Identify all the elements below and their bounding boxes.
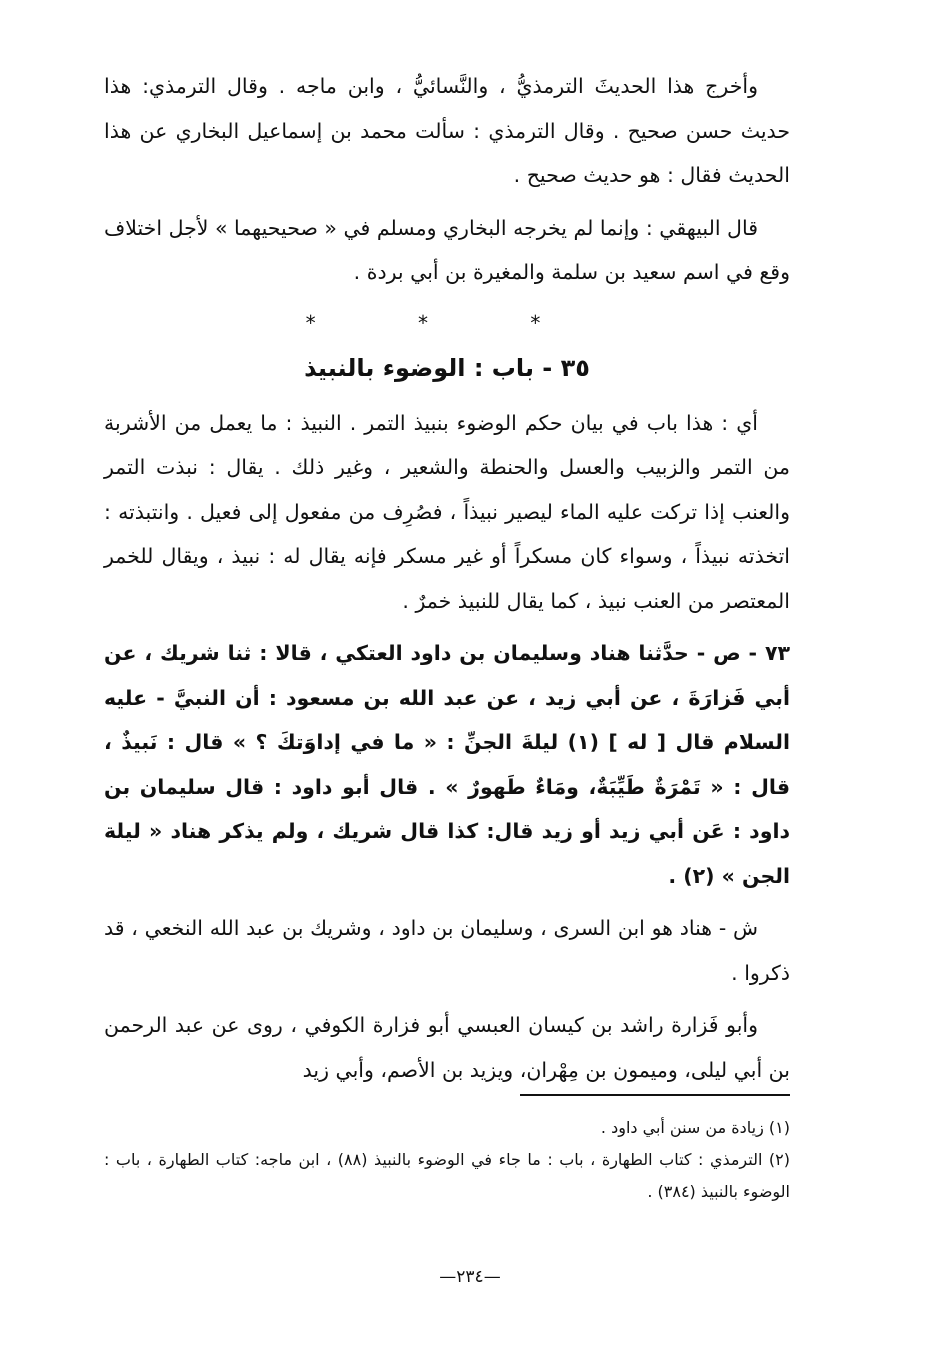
section-heading: ٣٥ - باب : الوضوء بالنبيذ	[304, 353, 590, 382]
paragraph-definition: أي : هذا باب في بيان حكم الوضوء بنبيذ التمر . النبيذ : ما يعمل من الأشربة من التمر والزبيب والعسل والحنطة والشعير ، وغير ذلك . يقال : نبذت التمر والعنب إذا تركت عليه الماء ليصير نبيذاً ، فصُرِف من مفعول إلى فعيل . وانتبذته : اتخذته نبيذاً ، وسواء كان مسكراً أو غير مسكر فإنه يقال له : نبيذ ، ويقال للخمر المعتصر من العنب نبيذ ، كما يقال للنبيذ خمرٌ .	[104, 410, 790, 613]
paragraph-narrator: وأبو فَزارة راشد بن كيسان العبسي أبو فزارة الكوفي ، روى عن عبد الرحمن بن أبي ليلى، وميمون بن مِهْران، ويزيد بن الأصم، وأبي زيد	[104, 1013, 790, 1082]
page-number: —٢٣٤—	[439, 1267, 501, 1287]
section-separator: * * *	[305, 310, 589, 335]
hadith-text: ٧٣ - ص - حدَّثنا هناد وسليمان بن داود العتكي ، قالا : ثنا شريك ، عن أبي فَزارَةَ ، عن أبي زيد ، عن عبد الله بن مسعود : أن النبيَّ - عليه السلام قال [ له ] (١) ليلةَ الجنِّ : « ما في إداوَتكَ ؟ » قال : نَبيذٌ ، قال : « تَمْرَةٌ طَيِّبَةٌ، ومَاءٌ طَهورٌ » . قال أبو داود : قال سليمان بن داود : عَن أبي زيد أو زيد قال: كذا قال شريك ، ولم يذكر هناد « ليلة الجن » (٢) .	[104, 641, 790, 888]
paragraph-bayhaqi: قال البيهقي : وإنما لم يخرجه البخاري ومسلم في « صحيحيهما » لأجل اختلاف وقع في اسم سعيد بن سلمة والمغيرة بن أبي بردة .	[104, 215, 790, 284]
paragraph-commentary: ش - هناد هو ابن السرى ، وسليمان بن داود ، وشريك بن عبد الله النخعي ، قد ذكروا .	[104, 916, 790, 985]
footnote-1: (١) زيادة من سنن أبي داود .	[600, 1118, 790, 1137]
paragraph-takhrij: وأخرج هذا الحديثَ الترمذيُّ ، والنَّسائيُّ ، وابن ماجه . وقال الترمذي: هذا حديث حسن صحيح . وقال الترمذي : سألت محمد بن إسماعيل البخاري عن هذا الحديث فقال : هو حديث صحيح .	[104, 74, 790, 187]
footnote-2: (٢) الترمذي : كتاب الطهارة ، باب : ما جاء في الوضوء بالنبيذ (٨٨) ، ابن ماجه: كتاب الطهارة ، باب : الوضوء بالنبيذ (٣٨٤) .	[104, 1150, 791, 1201]
footnotes	[104, 1112, 790, 1208]
page-body	[104, 64, 790, 1100]
footnote-divider	[520, 1094, 790, 1096]
